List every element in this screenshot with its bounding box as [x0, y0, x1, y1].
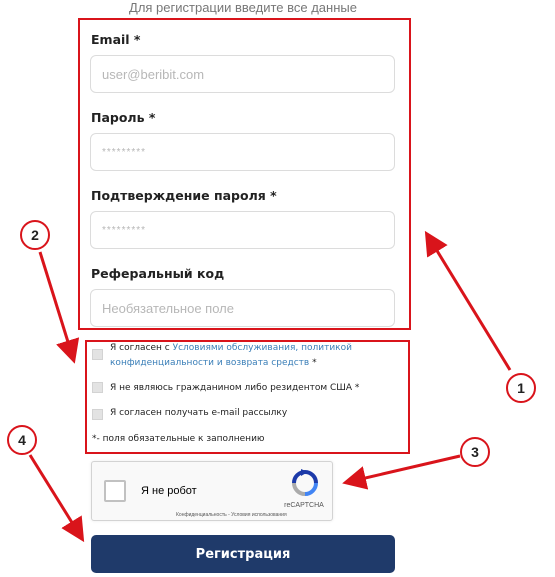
email-opt-label: Я согласен получать e-mail рассылку — [110, 408, 288, 418]
callout-4: 4 — [7, 425, 37, 455]
recaptcha-label: Я не робот — [141, 485, 197, 497]
arrow-2 — [40, 252, 73, 358]
referral-placeholder: Необязательное поле — [102, 300, 234, 316]
password-label: Пароль * — [91, 110, 156, 125]
recaptcha-terms-link[interactable]: Условия использования — [231, 512, 287, 518]
password-placeholder: ********* — [102, 146, 147, 158]
email-placeholder: user@beribit.com — [102, 66, 205, 82]
terms-required-mark: * — [309, 358, 317, 368]
callout-3: 3 — [460, 437, 490, 467]
arrow-4 — [30, 455, 81, 537]
referral-label: Реферальный код — [91, 266, 225, 281]
email-label: Email * — [91, 32, 141, 47]
not-us-label: Я не являюсь гражданином либо резидентом США * — [110, 383, 360, 393]
terms-prefix: Я согласен с — [110, 343, 173, 353]
arrow-3 — [348, 456, 460, 482]
terms-link-line2[interactable]: конфиденциальности и возврата средств — [110, 358, 310, 368]
required-note: *- поля обязательные к заполнению — [92, 434, 265, 444]
arrow-1 — [428, 236, 510, 370]
password-confirm-label: Подтверждение пароля * — [91, 188, 277, 203]
terms-link-line1[interactable]: Условиями обслуживания, политикой — [172, 343, 352, 353]
callout-2: 2 — [20, 220, 50, 250]
recaptcha-brand: reCAPTCHA — [284, 502, 324, 509]
callout-1: 1 — [506, 373, 536, 403]
register-button[interactable]: Регистрация — [91, 535, 395, 573]
recaptcha-privacy-link[interactable]: Конфиденциальность — [176, 512, 227, 518]
recaptcha-separator: - — [226, 512, 232, 518]
password-confirm-placeholder: ********* — [102, 224, 147, 236]
form-subtitle: Для регистрации введите все данные — [129, 0, 357, 15]
